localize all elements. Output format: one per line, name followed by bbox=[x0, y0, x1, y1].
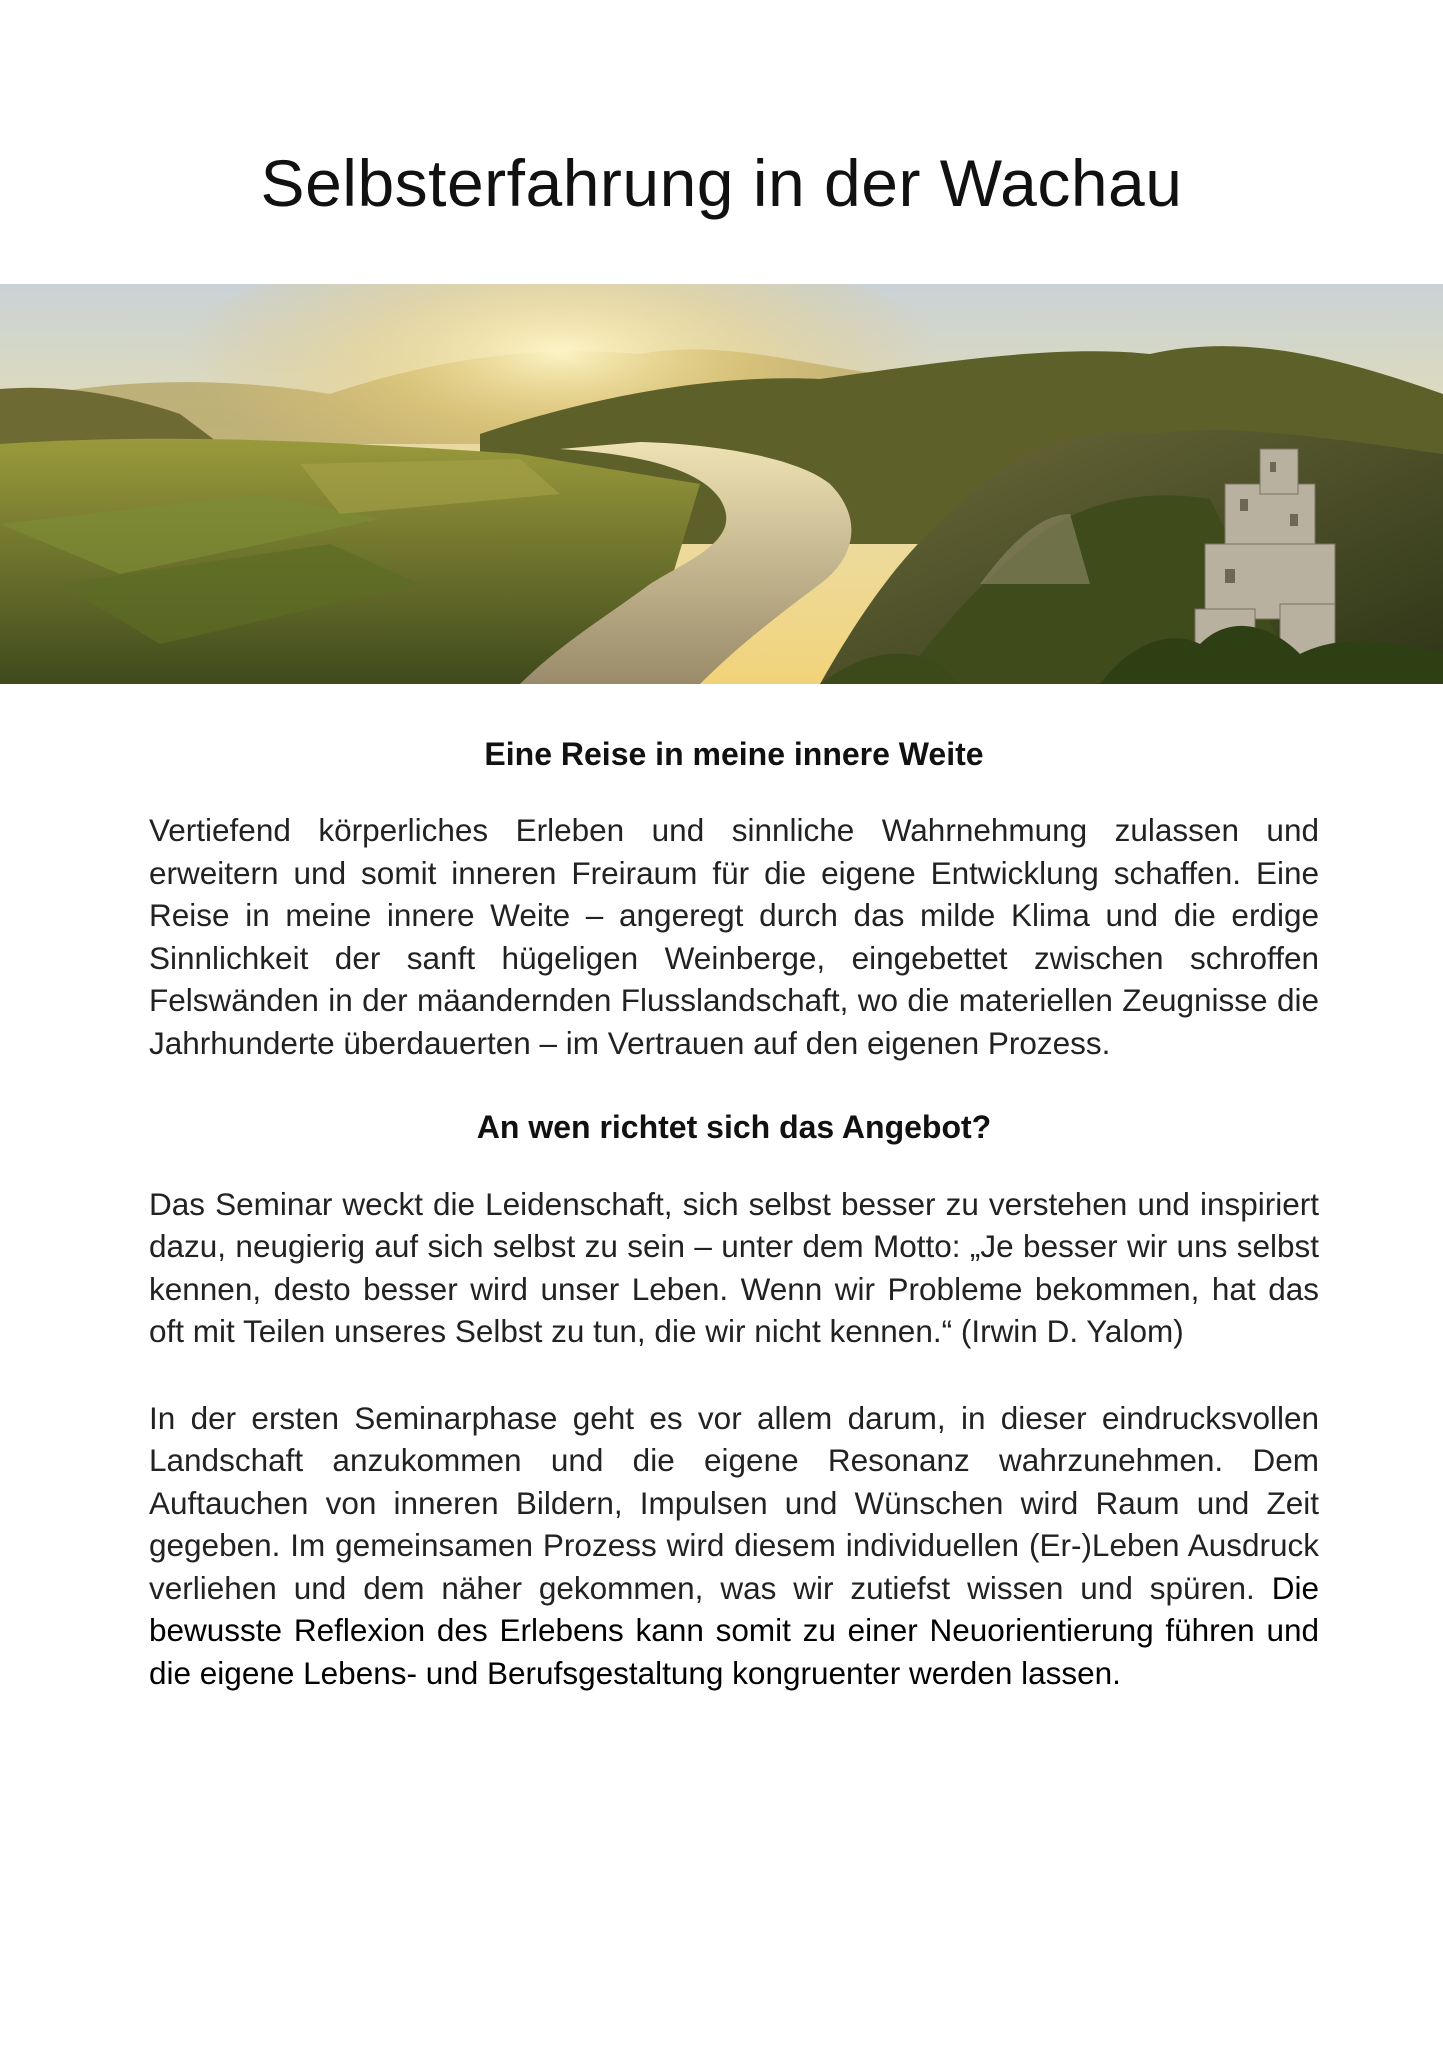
section-heading-angebot: An wen richtet sich das Angebot? bbox=[476, 1109, 992, 1146]
paragraph-reflexion-emphasis: Die bewusste Reflexion des Erlebens kann somit zu einer Neuorientierung führen und die eigene Lebens- und Berufsgestaltung kongruenter werden lassen. bbox=[149, 1569, 1319, 1691]
page-title: Selbsterfahrung in der Wachau bbox=[260, 146, 1183, 220]
paragraph-seminarphase bbox=[149, 1397, 1319, 1695]
landscape-photo-icon bbox=[0, 284, 1443, 684]
hero-landscape-image bbox=[0, 284, 1443, 684]
section-heading-reise: Eine Reise in meine innere Weite bbox=[484, 736, 984, 772]
paragraph-reise: Vertiefend körperliches Erleben und sinnliche Wahrnehmung zulassen und erweitern und somit inneren Freiraum für die eigene Entwicklung schaffen. Eine Reise in meine innere Weite – angeregt durch das milde Klima und die erdige Sinnlichkeit der sanft hügeligen Weinberge, eingebettet zwischen schroffen Felswänden in der mäandernden Flusslandschaft, wo die materiellen Zeugnisse die Jahrhunderte überdauerten – im Vertrauen auf den eigenen Prozess. bbox=[149, 812, 1319, 1061]
paragraph-seminar-intro: Das Seminar weckt die Leidenschaft, sich selbst besser zu verstehen und inspiriert dazu, neugierig auf sich selbst zu sein – unter dem Motto: „Je besser wir uns selbst kennen, desto besser wird unser Leben. Wenn wir Probleme bekommen, hat das oft mit Teilen unseres Selbst zu tun, die wir nicht kennen.“ (Irwin D. Yalom) bbox=[149, 1185, 1319, 1350]
main-content bbox=[149, 735, 1319, 1694]
paragraph-seminarphase-text: In der ersten Seminarphase geht es vor allem darum, in dieser eindrucksvollen Landschaft anzukommen und die eigene Resonanz wahrzunehmen. Dem Auftauchen von inneren Bildern, Impulsen und Wünschen wird Raum und Zeit gegeben. Im gemeinsamen Prozess wird diesem individuellen (Er-)Leben Ausdruck verliehen und dem näher gekommen, was wir zutiefst wissen und spüren. bbox=[149, 1399, 1319, 1606]
